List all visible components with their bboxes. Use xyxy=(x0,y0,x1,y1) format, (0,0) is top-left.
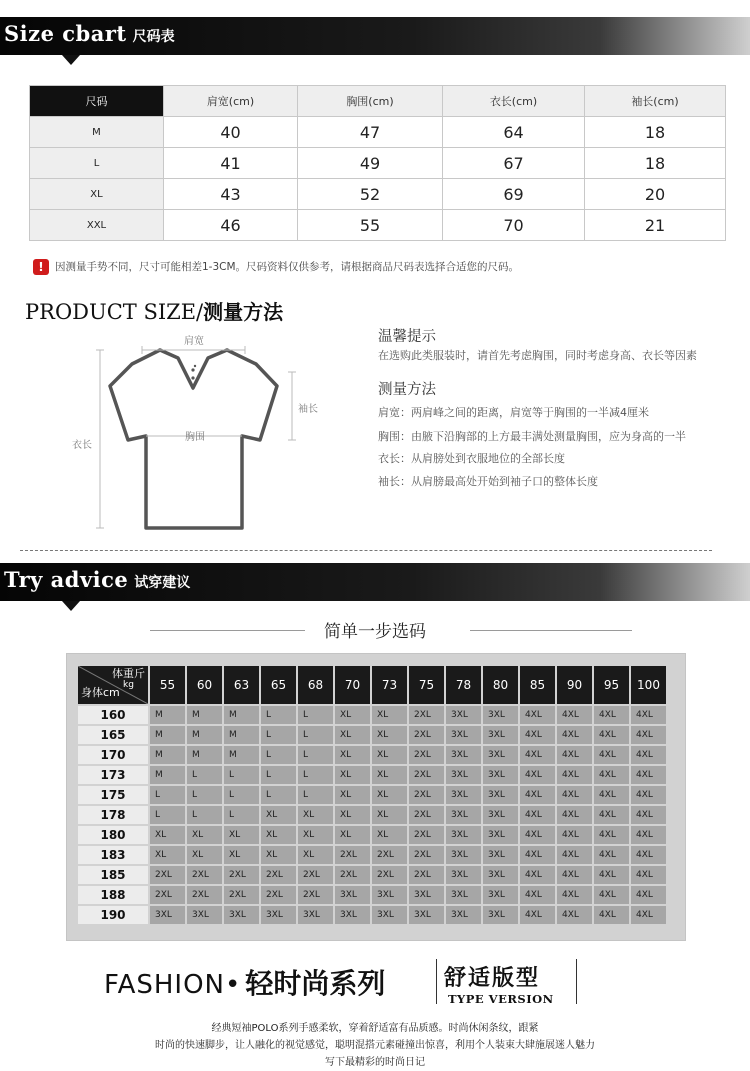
weight-header: 78 xyxy=(446,666,481,704)
size-recommendation: XL xyxy=(187,846,222,864)
size-recommendation: 2XL xyxy=(298,886,333,904)
measure-column-header: 袖长(cm) xyxy=(585,86,726,117)
size-recommendation: XL xyxy=(298,806,333,824)
height-label: 178 xyxy=(78,806,148,824)
height-row xyxy=(78,886,666,904)
size-recommendation: 3XL xyxy=(409,906,444,924)
size-recommendation: 4XL xyxy=(631,766,666,784)
desc-line-2: 时尚的快速脚步，让人融化的视觉感觉，聪明混搭元素碰撞出惊喜，利用个人装束大肆施展迷人魅力 xyxy=(155,1040,595,1051)
size-recommendation: XL xyxy=(261,806,296,824)
title-rule-right xyxy=(470,630,632,631)
size-recommendation: 4XL xyxy=(520,786,555,804)
size-recommendation: XL xyxy=(150,826,185,844)
size-recommendation: 4XL xyxy=(520,726,555,744)
size-recommendation: L xyxy=(261,746,296,764)
size-recommendation: 3XL xyxy=(187,906,222,924)
size-recommendation: 2XL xyxy=(409,746,444,764)
title-divider-left xyxy=(436,959,437,1004)
size-value: 43 xyxy=(164,179,298,210)
size-recommendation: M xyxy=(224,746,259,764)
fashion-title: FASHION• 轻时尚系列 xyxy=(104,967,386,1000)
size-recommendation: M xyxy=(150,726,185,744)
size-recommendation: L xyxy=(261,786,296,804)
size-recommendation: 3XL xyxy=(261,906,296,924)
weight-height-table xyxy=(76,664,668,926)
weight-header-row xyxy=(78,666,666,704)
size-recommendation: L xyxy=(187,786,222,804)
size-recommendation: 3XL xyxy=(446,726,481,744)
size-recommendation: 3XL xyxy=(372,906,407,924)
size-recommendation: 3XL xyxy=(335,886,370,904)
measure-column-header: 肩宽(cm) xyxy=(164,86,298,117)
size-value: 21 xyxy=(585,210,726,241)
size-recommendation: 2XL xyxy=(372,866,407,884)
size-recommendation: 4XL xyxy=(557,806,592,824)
size-recommendation: 4XL xyxy=(594,866,629,884)
size-recommendation: 3XL xyxy=(483,766,518,784)
size-recommendation: 4XL xyxy=(557,906,592,924)
desc-line-3: 写下最精彩的时尚日记 xyxy=(325,1057,425,1068)
tips-title: 温馨提示 xyxy=(378,329,436,345)
size-recommendation: M xyxy=(187,746,222,764)
size-recommendation: 3XL xyxy=(446,846,481,864)
size-recommendation: XL xyxy=(298,826,333,844)
size-recommendation: M xyxy=(224,726,259,744)
size-recommendation: 2XL xyxy=(409,846,444,864)
measure-column-header: 胸围(cm) xyxy=(298,86,443,117)
notice-text: 因测量手势不同，尺寸可能相差1-3CM。尺码资料仅供参考，请根据商品尺码表选择合适您的尺码。 xyxy=(55,261,520,273)
size-recommendation: L xyxy=(187,766,222,784)
size-recommendation: 2XL xyxy=(409,726,444,744)
size-value: 64 xyxy=(443,117,585,148)
size-recommendation: 4XL xyxy=(594,726,629,744)
size-recommendation: 3XL xyxy=(483,826,518,844)
weight-header: 63 xyxy=(224,666,259,704)
size-value: 46 xyxy=(164,210,298,241)
size-recommendation: M xyxy=(150,706,185,724)
size-recommendation: 4XL xyxy=(520,886,555,904)
method-line-chest: 胸围：由腋下沿胸部的上方最丰满处测量胸围，应为身高的一半 xyxy=(378,430,686,443)
size-recommendation: 4XL xyxy=(520,746,555,764)
size-row xyxy=(30,117,726,148)
size-value: 18 xyxy=(585,117,726,148)
size-recommendation: 3XL xyxy=(483,846,518,864)
size-recommendation: 4XL xyxy=(631,706,666,724)
size-label: XL xyxy=(30,179,164,210)
size-recommendation: XL xyxy=(335,706,370,724)
height-label: 160 xyxy=(78,706,148,724)
weight-header: 55 xyxy=(150,666,185,704)
size-table-header xyxy=(30,86,726,117)
size-value: 69 xyxy=(443,179,585,210)
size-recommendation: 4XL xyxy=(557,766,592,784)
size-recommendation: L xyxy=(298,726,333,744)
weight-header: 95 xyxy=(594,666,629,704)
size-value: 67 xyxy=(443,148,585,179)
size-label: XXL xyxy=(30,210,164,241)
size-recommendation: XL xyxy=(335,726,370,744)
weight-header: 90 xyxy=(557,666,592,704)
weight-header: 60 xyxy=(187,666,222,704)
size-recommendation: 4XL xyxy=(631,846,666,864)
size-recommendation: 3XL xyxy=(446,866,481,884)
try-advice-title: Try advice 试穿建议 xyxy=(4,567,191,592)
size-value: 18 xyxy=(585,148,726,179)
height-label: 188 xyxy=(78,886,148,904)
size-recommendation: 2XL xyxy=(261,866,296,884)
weight-header: 68 xyxy=(298,666,333,704)
size-recommendation: L xyxy=(261,726,296,744)
desc-line-1: 经典短袖POLO系列手感柔软，穿着舒适富有品质感。时尚休闲条纹，跟紧 xyxy=(211,1023,539,1034)
size-recommendation: 4XL xyxy=(520,846,555,864)
size-value: 47 xyxy=(298,117,443,148)
size-recommendation: L xyxy=(261,706,296,724)
size-recommendation: XL xyxy=(261,846,296,864)
weight-header: 80 xyxy=(483,666,518,704)
size-recommendation: 4XL xyxy=(631,886,666,904)
size-recommendation: 4XL xyxy=(631,746,666,764)
size-recommendation: 4XL xyxy=(631,806,666,824)
size-recommendation: 4XL xyxy=(520,906,555,924)
size-chart-title: Size cbart 尺码表 xyxy=(4,21,175,46)
size-recommendation: 4XL xyxy=(594,806,629,824)
size-recommendation: L xyxy=(150,806,185,824)
weight-header: 73 xyxy=(372,666,407,704)
size-recommendation: 3XL xyxy=(446,746,481,764)
size-recommendation: XL xyxy=(372,786,407,804)
weight-header: 65 xyxy=(261,666,296,704)
size-recommendation: 2XL xyxy=(298,866,333,884)
size-value: 40 xyxy=(164,117,298,148)
size-recommendation: XL xyxy=(224,826,259,844)
size-recommendation: XL xyxy=(335,766,370,784)
size-recommendation: XL xyxy=(372,766,407,784)
size-recommendation: XL xyxy=(372,806,407,824)
comfort-title: 舒适版型 xyxy=(444,965,541,991)
garment-measure-diagram xyxy=(60,328,340,538)
type-version: TYPE VERSION xyxy=(448,992,554,1006)
sleeve-label: 袖长 xyxy=(298,404,318,415)
size-value: 41 xyxy=(164,148,298,179)
size-recommendation: XL xyxy=(261,826,296,844)
size-recommendation: XL xyxy=(372,826,407,844)
method-line-shoulder: 肩宽：两肩峰之间的距离，肩宽等于胸围的一半减4厘米 xyxy=(378,406,649,419)
size-recommendation: 3XL xyxy=(446,886,481,904)
size-recommendation: 4XL xyxy=(557,786,592,804)
size-recommendation: 3XL xyxy=(446,806,481,824)
size-chart-banner xyxy=(0,17,750,55)
size-row xyxy=(30,179,726,210)
size-recommendation: L xyxy=(224,806,259,824)
size-recommendation: 3XL xyxy=(446,906,481,924)
size-recommendation: 2XL xyxy=(409,706,444,724)
method-title: 测量方法 xyxy=(378,382,436,398)
size-value: 49 xyxy=(298,148,443,179)
height-row xyxy=(78,726,666,744)
size-recommendation: 4XL xyxy=(631,786,666,804)
size-recommendation: XL xyxy=(335,806,370,824)
size-recommendation: 4XL xyxy=(520,766,555,784)
size-row xyxy=(30,148,726,179)
size-recommendation: XL xyxy=(372,726,407,744)
height-row xyxy=(78,786,666,804)
size-recommendation: L xyxy=(224,786,259,804)
size-recommendation: 3XL xyxy=(446,826,481,844)
size-recommendation: 4XL xyxy=(631,866,666,884)
size-recommendation: 4XL xyxy=(557,726,592,744)
height-label: 183 xyxy=(78,846,148,864)
section-divider xyxy=(20,550,712,551)
size-recommendation: L xyxy=(298,766,333,784)
size-notice xyxy=(33,259,519,275)
height-row xyxy=(78,746,666,764)
size-recommendation: XL xyxy=(150,846,185,864)
height-row xyxy=(78,846,666,864)
size-recommendation: 3XL xyxy=(483,806,518,824)
size-recommendation: 4XL xyxy=(557,746,592,764)
size-recommendation: L xyxy=(224,766,259,784)
size-recommendation: 2XL xyxy=(187,866,222,884)
size-recommendation: 3XL xyxy=(483,886,518,904)
shoulder-label: 肩宽 xyxy=(184,336,204,347)
size-recommendation: XL xyxy=(187,826,222,844)
size-recommendation: 3XL xyxy=(483,746,518,764)
size-recommendation: 4XL xyxy=(520,826,555,844)
size-recommendation: 4XL xyxy=(594,886,629,904)
size-recommendation: 4XL xyxy=(594,766,629,784)
chart-title: 简单一步选码 xyxy=(324,622,426,642)
height-label: 165 xyxy=(78,726,148,744)
measure-column-header: 衣长(cm) xyxy=(443,86,585,117)
size-recommendation: 3XL xyxy=(150,906,185,924)
size-recommendation: 3XL xyxy=(483,726,518,744)
size-recommendation: 4XL xyxy=(557,866,592,884)
size-recommendation: 3XL xyxy=(483,866,518,884)
size-recommendation: 4XL xyxy=(557,826,592,844)
height-row xyxy=(78,766,666,784)
size-recommendation: XL xyxy=(372,746,407,764)
size-recommendation: XL xyxy=(335,786,370,804)
weight-header: 70 xyxy=(335,666,370,704)
size-recommendation: 2XL xyxy=(150,886,185,904)
size-recommendation: 3XL xyxy=(483,906,518,924)
size-recommendation: 2XL xyxy=(150,866,185,884)
warning-icon: ! xyxy=(33,259,49,275)
size-recommendation: 3XL xyxy=(446,786,481,804)
size-value: 52 xyxy=(298,179,443,210)
size-value: 70 xyxy=(443,210,585,241)
size-recommendation: 2XL xyxy=(409,826,444,844)
height-row xyxy=(78,706,666,724)
size-recommendation: 3XL xyxy=(372,886,407,904)
banner-pointer xyxy=(62,601,80,611)
height-label: 180 xyxy=(78,826,148,844)
size-label: M xyxy=(30,117,164,148)
size-recommendation: 4XL xyxy=(594,826,629,844)
size-recommendation: 2XL xyxy=(409,866,444,884)
height-label: 173 xyxy=(78,766,148,784)
size-recommendation: L xyxy=(298,786,333,804)
size-recommendation: 2XL xyxy=(372,846,407,864)
length-label: 衣长 xyxy=(72,440,92,451)
size-recommendation: L xyxy=(298,706,333,724)
size-recommendation: 3XL xyxy=(409,886,444,904)
size-recommendation: 4XL xyxy=(594,746,629,764)
chest-label: 胸围 xyxy=(185,432,205,443)
size-recommendation: 4XL xyxy=(594,786,629,804)
size-recommendation: L xyxy=(187,806,222,824)
size-recommendation: 2XL xyxy=(187,886,222,904)
size-recommendation: 4XL xyxy=(631,726,666,744)
size-recommendation: M xyxy=(224,706,259,724)
size-recommendation: 3XL xyxy=(446,766,481,784)
weight-header: 75 xyxy=(409,666,444,704)
size-recommendation: 4XL xyxy=(557,706,592,724)
size-recommendation: 3XL xyxy=(446,706,481,724)
size-recommendation: XL xyxy=(335,746,370,764)
size-recommendation: 2XL xyxy=(409,766,444,784)
method-line-sleeve: 袖长：从肩膀最高处开始到袖子口的整体长度 xyxy=(378,475,598,488)
size-recommendation: M xyxy=(187,726,222,744)
size-recommendation: 4XL xyxy=(631,826,666,844)
size-value: 55 xyxy=(298,210,443,241)
size-row xyxy=(30,210,726,241)
height-label: 170 xyxy=(78,746,148,764)
size-recommendation: 4XL xyxy=(557,886,592,904)
size-recommendation: M xyxy=(150,746,185,764)
size-recommendation: 2XL xyxy=(409,786,444,804)
weight-header: 100 xyxy=(631,666,666,704)
size-recommendation: 3XL xyxy=(224,906,259,924)
size-recommendation: XL xyxy=(298,846,333,864)
method-line-length: 衣长：从肩膀处到衣服地位的全部长度 xyxy=(378,452,565,465)
size-recommendation: L xyxy=(261,766,296,784)
size-recommendation: M xyxy=(187,706,222,724)
size-column-header: 尺码 xyxy=(30,86,164,117)
height-row xyxy=(78,826,666,844)
product-size-title: PRODUCT SIZE/测量方法 xyxy=(25,300,284,324)
size-recommendation: 3XL xyxy=(483,786,518,804)
height-row xyxy=(78,806,666,824)
table-corner: 体重斤 kg 身体cm xyxy=(78,666,148,704)
tips-text: 在选购此类服装时，请首先考虑胸围，同时考虑身高、衣长等因素 xyxy=(378,349,697,362)
size-recommendation: XL xyxy=(372,706,407,724)
weight-header: 85 xyxy=(520,666,555,704)
size-recommendation: 2XL xyxy=(335,846,370,864)
size-recommendation: 3XL xyxy=(483,706,518,724)
size-recommendation: 2XL xyxy=(261,886,296,904)
size-table xyxy=(29,85,726,241)
size-recommendation: 4XL xyxy=(594,706,629,724)
size-recommendation: 2XL xyxy=(409,806,444,824)
size-recommendation: 2XL xyxy=(224,886,259,904)
size-recommendation: M xyxy=(150,766,185,784)
try-advice-banner xyxy=(0,563,750,601)
size-recommendation: L xyxy=(298,746,333,764)
size-recommendation: XL xyxy=(335,826,370,844)
size-recommendation: 2XL xyxy=(224,866,259,884)
size-label: L xyxy=(30,148,164,179)
height-label: 175 xyxy=(78,786,148,804)
size-recommendation: 4XL xyxy=(594,906,629,924)
size-recommendation: L xyxy=(150,786,185,804)
height-label: 185 xyxy=(78,866,148,884)
height-label: 190 xyxy=(78,906,148,924)
size-recommendation: 3XL xyxy=(335,906,370,924)
height-row xyxy=(78,866,666,884)
size-recommendation: 4XL xyxy=(557,846,592,864)
size-recommendation: 4XL xyxy=(520,706,555,724)
size-recommendation: 3XL xyxy=(298,906,333,924)
size-recommendation: 2XL xyxy=(335,866,370,884)
size-recommendation: 4XL xyxy=(631,906,666,924)
size-recommendation: 4XL xyxy=(520,806,555,824)
size-recommendation: 4XL xyxy=(594,846,629,864)
height-row xyxy=(78,906,666,924)
banner-pointer xyxy=(62,55,80,65)
title-divider-right xyxy=(576,959,577,1004)
size-value: 20 xyxy=(585,179,726,210)
size-recommendation: XL xyxy=(224,846,259,864)
size-recommendation: 4XL xyxy=(520,866,555,884)
